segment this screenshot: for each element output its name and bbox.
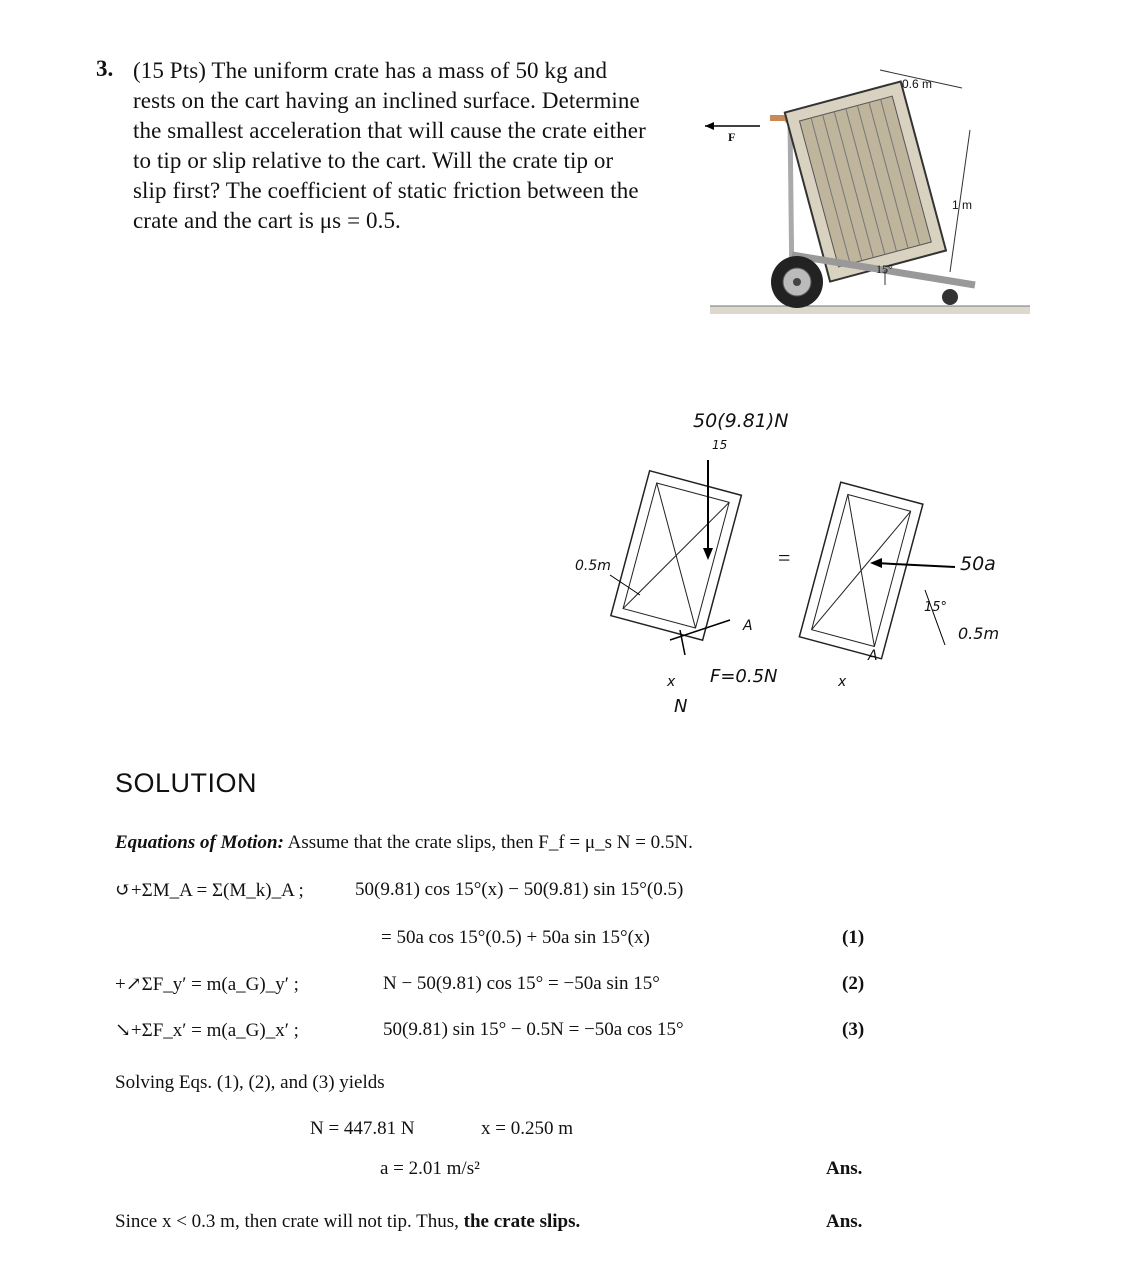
fbd-weight-label: 50(9.81)N [693,410,789,432]
normal-arrow [680,630,685,655]
fbd-half-width-right: 0.5m [958,624,1000,643]
problem-line-6: crate and the cart is μs = 0.5. [133,208,401,233]
angle-label: 15° [876,262,893,276]
answer-label-2: Ans. [826,1211,863,1232]
problem-line-1: (15 Pts) The uniform crate has a mass of 50 kg and [133,58,608,83]
result-a: a = 2.01 m/s² [380,1158,480,1179]
fbd-point-a1: A [743,618,753,634]
dim-width-label: 0.6 m [902,77,933,91]
ground [710,306,1030,314]
eq3: 50(9.81) sin 15° − 0.5N = −50a cos 15° [383,1019,684,1040]
eq2-label: +↗ΣF_y′ = m(a_G)_y′ ; [115,974,299,995]
eq1-line-a: 50(9.81) cos 15°(x) − 50(9.81) sin 15°(0.5) [355,879,684,900]
dim-height-label: 1 m [952,198,973,212]
fbd-equals: = [778,545,791,570]
eq1-label: ↺+ΣM_A = Σ(M_k)_A ; [115,880,304,901]
eq3-number: (3) [842,1019,865,1040]
fbd-angle-right: 15° [924,600,948,615]
conclusion-emphasis: the crate slips. [463,1211,581,1232]
force-label: F [728,130,736,144]
fbd-crate-right [799,482,923,659]
eq1-line-b: = 50a cos 15°(0.5) + 50a sin 15°(x) [381,927,650,948]
answer-label-1: Ans. [826,1158,863,1179]
intro-text: Assume that the crate slips, then F_f = μ_s N = 0.5N. [287,832,693,853]
problem-line-2: rests on the cart having an inclined surface. Determine [133,88,640,113]
fbd-inertia-label: 50a [960,553,996,575]
problem-number: 3. [96,56,114,81]
fbd-crate-left [611,471,742,640]
problem-line-5: slip first? The coefficient of static friction between the [133,178,639,203]
fbd-x1: x [667,674,676,690]
crate [785,81,946,281]
friction-arrow [670,620,730,640]
eq2: N − 50(9.81) cos 15° = −50a sin 15° [383,973,660,994]
intro-line [115,832,693,854]
fbd-normal-label: N [674,696,688,717]
result-x: x = 0.250 m [481,1118,573,1139]
eq3-label: ↘+ΣF_x′ = m(a_G)_x′ ; [115,1020,299,1041]
conclusion-line [115,1211,580,1233]
intro-label: Equations of Motion: [115,832,284,853]
solving-line: Solving Eqs. (1), (2), and (3) yields [115,1072,385,1093]
eq1-number: (1) [842,927,865,948]
fbd-friction-label: F=0.5N [710,666,778,687]
fbd-angle-top: 15 [712,438,728,452]
fbd-half-width: 0.5m [575,558,611,574]
conclusion-text: Since x < 0.3 m, then crate will not tip. Thus, [115,1211,459,1232]
fbd-figure [580,440,1030,730]
problem-line-4: to tip or slip relative to the cart. Will the crate tip or [133,148,614,173]
eq2-number: (2) [842,973,865,994]
problem-line-3: the smallest acceleration that will cause the crate either [133,118,646,143]
fbd-x2: x [838,674,847,690]
result-n: N = 447.81 N [310,1118,415,1139]
cart-figure [700,60,1040,330]
wheel-small [942,289,958,305]
fbd-point-a2: A [868,648,878,664]
inertia-arrow [875,563,955,567]
solution-heading: SOLUTION [115,768,258,798]
